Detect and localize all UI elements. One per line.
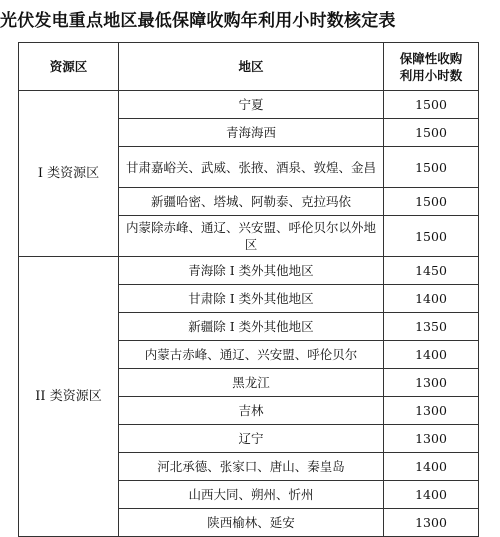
region-cell: 山西大同、朔州、忻州: [119, 481, 384, 509]
hours-cell: 1350: [384, 313, 479, 341]
hours-cell: 1300: [384, 425, 479, 453]
hours-cell: 1300: [384, 397, 479, 425]
region-cell: 辽宁: [119, 425, 384, 453]
header-zone: 资源区: [19, 43, 119, 91]
region-cell: 吉林: [119, 397, 384, 425]
region-cell: 甘肃除 I 类外其他地区: [119, 285, 384, 313]
hours-cell: 1500: [384, 147, 479, 188]
resource-zone-cell: I 类资源区: [19, 91, 119, 257]
region-cell: 新疆除 I 类外其他地区: [119, 313, 384, 341]
region-cell: 内蒙除赤峰、通辽、兴安盟、呼伦贝尔以外地区: [119, 216, 384, 257]
hours-cell: 1450: [384, 257, 479, 285]
hours-cell: 1300: [384, 369, 479, 397]
table-body: [19, 91, 479, 537]
hours-cell: 1300: [384, 509, 479, 537]
hours-cell: 1500: [384, 91, 479, 119]
hours-cell: 1400: [384, 453, 479, 481]
table-header-row: [19, 43, 479, 91]
document-title: 光伏发电重点地区最低保障收购年利用小时数核定表: [0, 11, 396, 31]
hours-cell: 1400: [384, 341, 479, 369]
resource-zone-cell: II 类资源区: [19, 257, 119, 537]
header-hours-line2: 利用小时数: [399, 67, 463, 83]
header-hours-line1: 保障性收购: [399, 50, 463, 66]
region-cell: 宁夏: [119, 91, 384, 119]
hours-cell: 1500: [384, 216, 479, 257]
header-hours: [384, 43, 479, 91]
region-cell: 内蒙古赤峰、通辽、兴安盟、呼伦贝尔: [119, 341, 384, 369]
region-cell: 黑龙江: [119, 369, 384, 397]
utilization-hours-table: [18, 42, 479, 537]
region-cell: 青海海西: [119, 119, 384, 147]
hours-cell: 1400: [384, 285, 479, 313]
hours-cell: 1500: [384, 119, 479, 147]
hours-cell: 1400: [384, 481, 479, 509]
table-row: [19, 91, 479, 119]
header-region: 地区: [119, 43, 384, 91]
table-row: [19, 257, 479, 285]
region-cell: 青海除 I 类外其他地区: [119, 257, 384, 285]
region-cell: 新疆哈密、塔城、阿勒泰、克拉玛依: [119, 188, 384, 216]
hours-cell: 1500: [384, 188, 479, 216]
region-cell: 陕西榆林、延安: [119, 509, 384, 537]
region-cell: 河北承德、张家口、唐山、秦皇岛: [119, 453, 384, 481]
region-cell: 甘肃嘉峪关、武威、张掖、酒泉、敦煌、金昌: [119, 147, 384, 188]
